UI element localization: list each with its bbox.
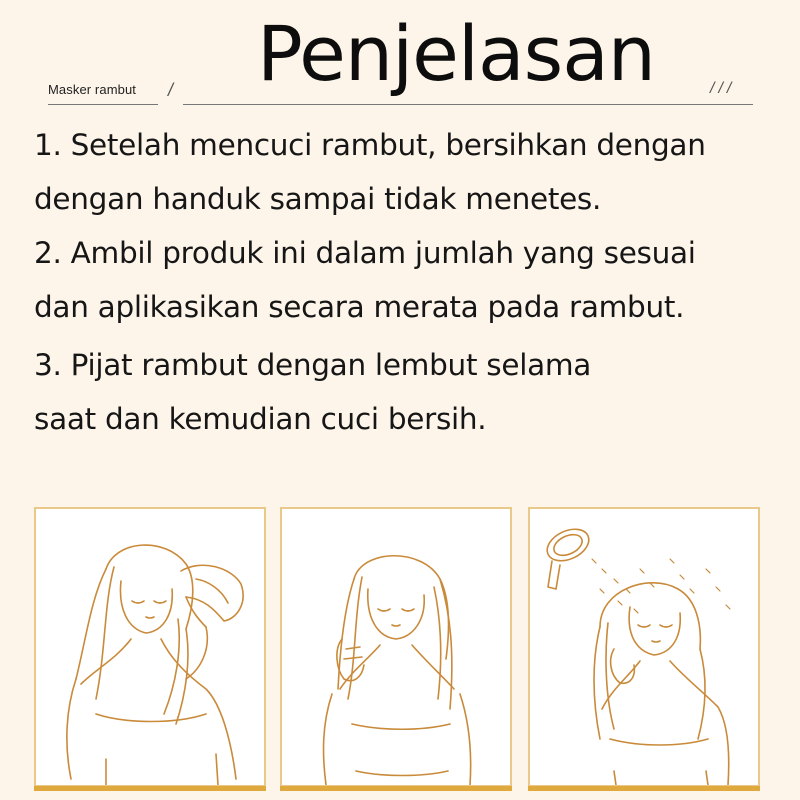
- instruction-list: [34, 118, 794, 446]
- slash-decoration: ///: [710, 80, 736, 97]
- apply-product-illustration: [280, 507, 512, 787]
- step-1: [34, 118, 794, 226]
- step-1-line-1: 1. Setelah mencuci rambut, bersihkan dengan: [34, 128, 706, 162]
- brand-label: Masker rambut: [48, 82, 136, 97]
- brand-underline: [48, 104, 158, 105]
- step-2-line-2: dan aplikasikan secara merata pada rambut.: [34, 290, 685, 324]
- step-3-line-1: 3. Pijat rambut dengan lembut selama: [34, 348, 592, 382]
- title-underline: [183, 104, 753, 105]
- step-1-line-2: dengan handuk sampai tidak menetes.: [34, 182, 602, 216]
- slash-divider: /: [168, 80, 174, 100]
- towel-dry-illustration: [34, 507, 266, 787]
- step-2-line-1: 2. Ambil produk ini dalam jumlah yang sesuai: [34, 236, 696, 270]
- step-3: [34, 338, 794, 446]
- step-2: [34, 226, 794, 334]
- rinse-shower-illustration: [528, 507, 760, 787]
- step-3-line-2: saat dan kemudian cuci bersih.: [34, 402, 487, 436]
- page-title: Penjelasan: [257, 9, 655, 98]
